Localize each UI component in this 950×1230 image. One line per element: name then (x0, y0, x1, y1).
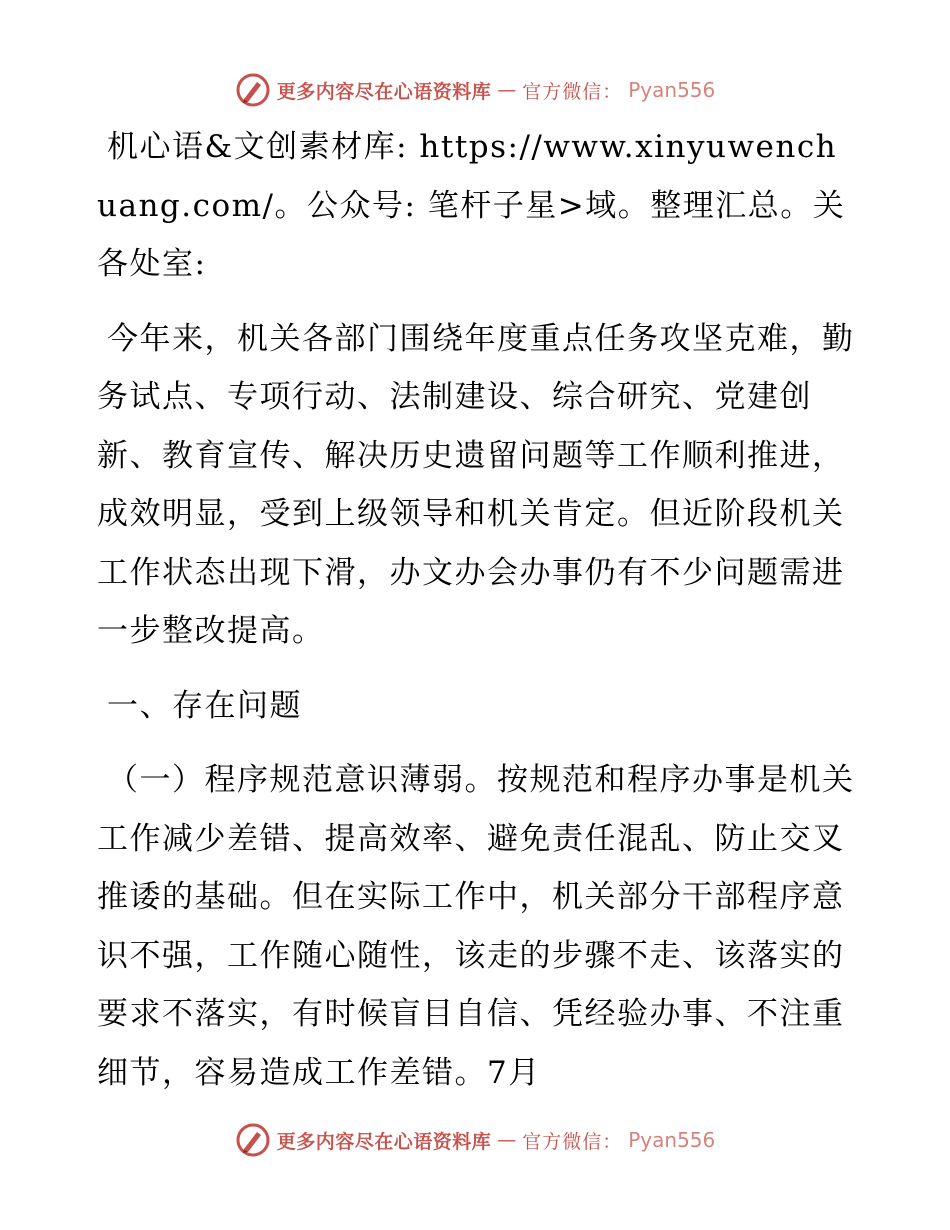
document-paragraph: （一）程序规范意识薄弱。按规范和程序办事是机关工作减少差错、提高效率、避免责任混乱、防止交叉推诿的基础。但在实际工作中，机关部分干部程序意识不强，工作随心随性，该走的步骤不走、该落实的要求不落实，有时候盲目自信、凭经验办事、不注重细节，容易造成工作差错。7月 (97, 762, 855, 1091)
document-paragraph: 机心语&文创素材库: https://www.xinyuwenchuang.com/。公众号: 笔杆子星>域。整理汇总。关各处室: (97, 129, 846, 282)
watermark-promo-text: 更多内容尽在心语资料库 (276, 1130, 492, 1153)
watermark-contact-label: 官方微信： (522, 80, 623, 103)
watermark-dash: — (497, 79, 517, 101)
pen-logo-icon (235, 1122, 271, 1158)
watermark-banner-bottom (0, 1120, 950, 1160)
watermark-banner-top (0, 70, 950, 110)
watermark-contact-id: Pyan556 (628, 1128, 716, 1152)
section-heading: 一、存在问题 (107, 687, 302, 724)
document-body (97, 118, 857, 1102)
watermark-promo-text: 更多内容尽在心语资料库 (276, 80, 492, 103)
watermark-contact-id: Pyan556 (628, 78, 716, 102)
watermark-dash: — (497, 1129, 517, 1151)
document-paragraph: 今年来，机关各部门围绕年度重点任务攻坚克难，勤务试点、专项行动、法制建设、综合研究、党建创新、教育宣传、解决历史遗留问题等工作顺利推进，成效明显，受到上级领导和机关肯定。但近阶段机关工作状态出现下滑，办文办会办事仍有不少问题需进一步整改提高。 (97, 320, 855, 649)
pen-logo-icon (235, 72, 271, 108)
watermark-contact-label: 官方微信： (522, 1130, 623, 1153)
